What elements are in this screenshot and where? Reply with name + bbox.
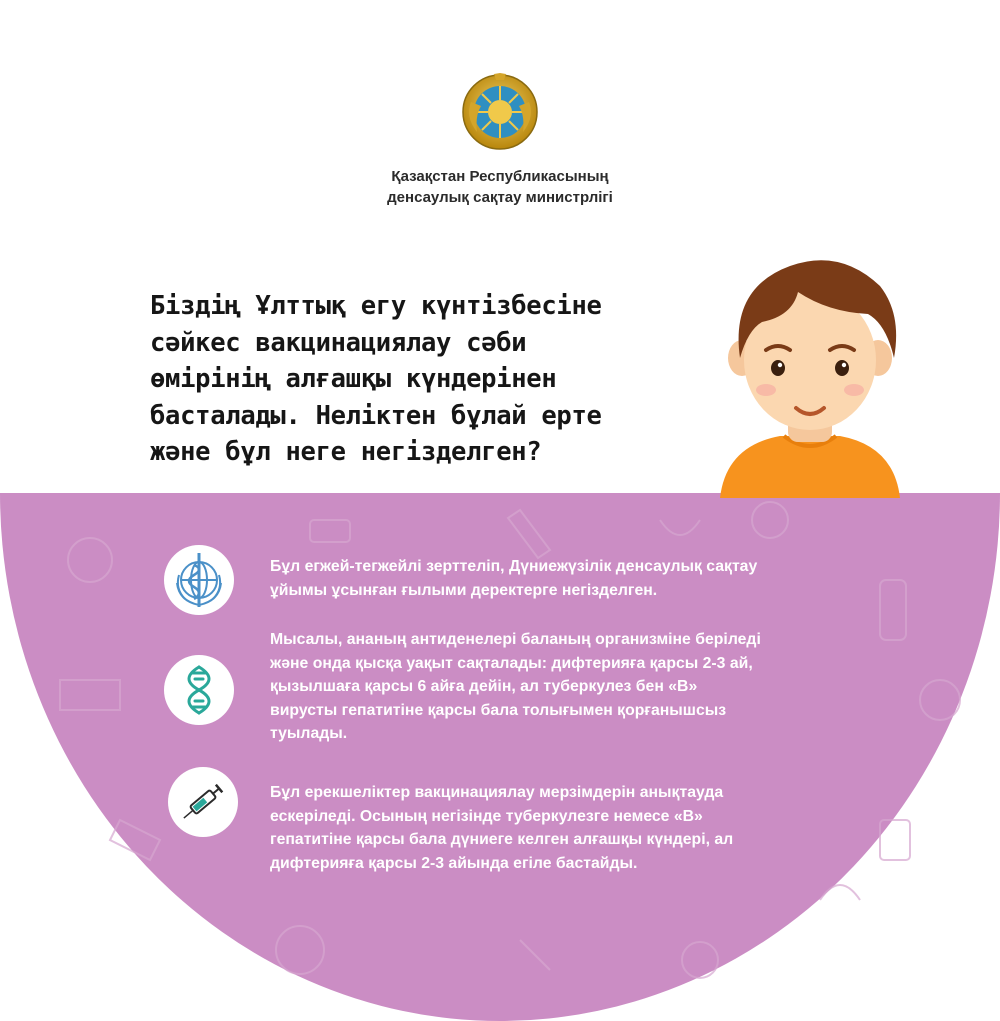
who-logo-icon [164,545,234,615]
paragraph-line: гепатитіне қарсы бала дүниеге келген алғашқы күндері, ал [270,831,734,848]
state-emblem-icon [461,72,539,152]
paragraph-line: қызылшаға қарсы 6 айға дейін, ал туберкулез бен «В» [270,678,698,695]
question-heading [150,288,730,471]
paragraph-line: дифтерияға қарсы 2-3 айында егіле бастайды. [270,854,638,872]
question-line: сәйкес вакцинациялау сәби [150,327,527,358]
question-line: Біздің Ұлттық егу күнтізбесіне [150,291,602,321]
paragraph-line: және онда қысқа уақыт сақталады: дифтерияға қарсы 2-3 ай, [270,654,753,672]
ministry-line-2: денсаулық сақтау министрлігі [387,189,613,206]
question-line: және бұл неге негізделген? [150,437,542,467]
paragraph-line: туылады. [270,725,348,742]
paragraph-line: Бұл ерекшеліктер вакцинациялау мерзімдерін анықтауда [270,784,724,801]
info-paragraph-3 [270,781,860,875]
ministry-line-1: Қазақстан Республикасының [391,168,609,185]
syringe-icon [168,767,238,837]
ministry-name [300,166,700,208]
paragraph-line: Бұл егжей-тегжейлі зерттеліп, Дүниежүзілік денсаулық сақтау [270,558,758,575]
boy-character-icon [712,258,908,498]
paragraph-line: ескеріледі. Осының негізінде туберкулезге немесе «В» [270,807,703,825]
paragraph-line: Мысалы, ананың антиденелері баланың организміне беріледі [270,631,761,648]
question-line: өмірінің алғашқы күндерінен [150,364,557,394]
dna-icon [164,655,234,725]
paragraph-line: вирусты гепатитіне қарсы бала толығымен қорғанышсыз [270,701,727,719]
paragraph-line: ұйымы ұсынған ғылыми деректерге негізделген. [270,581,658,599]
question-line: басталады. Неліктен бұлай ерте [150,400,602,431]
info-paragraph-1 [270,555,860,602]
info-paragraph-2 [270,628,860,746]
